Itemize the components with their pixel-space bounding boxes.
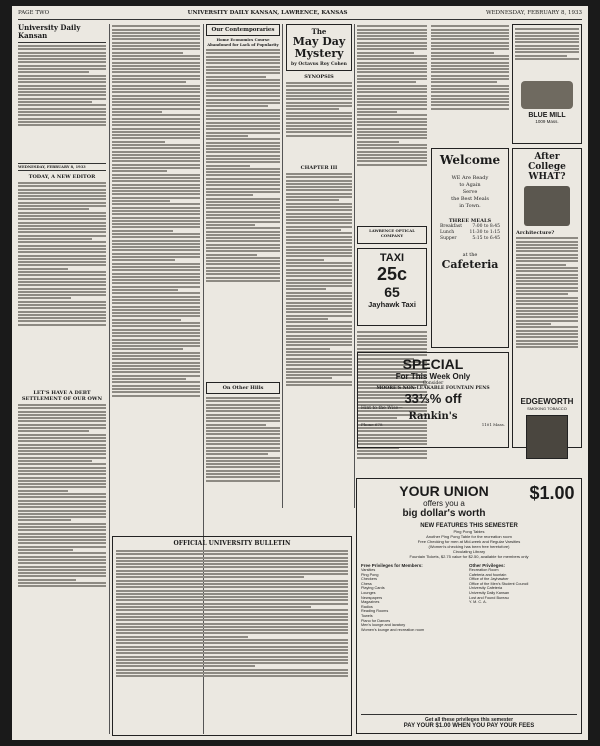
editorial-heading-2: LET'S HAVE A DEBT SETTLEMENT OF OUR OWN [21, 390, 103, 402]
union-other-title: Other Privileges: [469, 563, 506, 568]
union-header [361, 483, 577, 519]
taxi-phone: 65 [384, 284, 400, 300]
special-consider: Consider [422, 381, 444, 386]
union-feature: Fountain Tickets, $2.75 value for $2.50, available for members only [409, 554, 529, 559]
union-free-item: Reading Rooms [361, 609, 389, 614]
serial-title-box [286, 24, 352, 71]
serial-synopsis-text [286, 82, 352, 162]
blue-mill-name: BLUE MILL [528, 112, 566, 120]
union-other-item: University Cafeteria [469, 586, 503, 591]
union-free-item: Lounges [361, 590, 376, 595]
column-rule [354, 24, 355, 508]
serial-title-the: The [311, 27, 327, 36]
union-free-item: Men's lounge and lavatory [361, 623, 406, 628]
union-free-item: Playing Cards [361, 586, 385, 591]
union-free-item: Chess [361, 581, 372, 586]
edgeworth-ad [512, 148, 582, 448]
bulletin-box [112, 536, 352, 736]
union-free-item: Towels [361, 613, 373, 618]
union-free-title: Free Privileges for Members: [361, 563, 423, 568]
union-other-item: Cafeteria and fountain [469, 572, 507, 577]
page-header [18, 10, 582, 20]
union-other-items [469, 568, 577, 605]
union-free-item: Women's lounge and recreation room [361, 627, 425, 632]
union-free-item: Checkers [361, 577, 378, 582]
union-feature: Another Ping Pong Table for the recreation room [426, 534, 512, 539]
union-other-list [469, 563, 577, 632]
union-other-item: Office of the Men's Student Council [469, 581, 529, 586]
taxi-price: 25c [376, 264, 408, 284]
serial-chapter-text [286, 173, 352, 473]
column-rule [109, 24, 110, 734]
serial-continued-text [357, 25, 427, 224]
union-offers: offers you a [423, 499, 465, 508]
special-title: SPECIAL [402, 356, 464, 372]
serial-title-mystery: Mystery [294, 47, 344, 60]
cafeteria-ad [431, 148, 509, 348]
meal-row [436, 236, 504, 242]
lawrence-optical-name: LAWRENCE OPTICAL COMPANY [369, 228, 415, 238]
after-college-text [516, 237, 578, 397]
masthead-title: University Daily Kansan [18, 24, 81, 40]
special-address: 1101 Mass. [481, 422, 505, 427]
edgeworth-tin [526, 415, 568, 459]
serial-title-mayday: May Day [292, 35, 346, 48]
union-new-features: NEW FEATURES THIS SEMESTER [420, 523, 518, 529]
union-other-item: Lost and Found Bureau [469, 595, 509, 600]
cafeteria-line: WE Are Ready [451, 175, 489, 181]
serial-chapter-heading: CHAPTER III [300, 165, 338, 171]
special-discount: 33⅓% off [404, 391, 462, 406]
union-title-block [361, 483, 527, 519]
union-free-item: Magazines [361, 600, 380, 605]
union-feature: Ping Pong Tables [453, 529, 485, 534]
meal-time: 5:15 to 6:45 [472, 236, 500, 241]
cafeteria-at-the: at the [462, 252, 478, 258]
other-hills-box [206, 382, 280, 394]
union-value: big dollar's worth [402, 508, 486, 519]
taxi-ad [357, 248, 427, 326]
masthead-staff [18, 45, 106, 163]
story-text [431, 25, 509, 144]
union-feature: (Women's checking has been free heretofore) [428, 544, 510, 549]
union-other-item: University Daily Kansan [469, 590, 510, 595]
serial-synopsis-heading: SYNOPSIS [304, 74, 334, 80]
editorial-1-text [18, 182, 106, 387]
edgeworth-brand: EDGEWORTH [520, 397, 574, 407]
union-privileges [361, 563, 577, 632]
serial-continued-column [357, 24, 427, 224]
issue-date: WEDNESDAY, FEBRUARY 8, 1933 [485, 10, 582, 16]
contemporaries-subheading: Home Economics Course Abandoned for Lack of Popularity [207, 37, 279, 47]
special-subtitle: For This Week Only [395, 372, 471, 381]
union-ad [356, 478, 582, 734]
paper-title: UNIVERSITY DAILY KANSAN, LAWRENCE, KANSAS [187, 10, 348, 16]
union-free-item: Radios [361, 604, 373, 609]
special-phone: Phone 678 [361, 422, 383, 427]
special-store: Rankin's [408, 411, 458, 422]
cafeteria-line: in Town. [459, 203, 481, 209]
cafeteria-line: to Again [459, 182, 481, 188]
masthead-date: WEDNESDAY, FEBRUARY 8, 1933 [18, 163, 106, 171]
after-college-subtitle: Architecture? [516, 230, 555, 236]
bulletin-text [116, 550, 348, 730]
lawrence-optical-ad [357, 226, 427, 244]
taxi-name: Jayhawk Taxi [368, 300, 416, 309]
union-free-item: Varsities [361, 568, 376, 572]
editorial-column [18, 24, 106, 734]
meal-name: Lunch [440, 230, 455, 235]
union-features [361, 529, 577, 559]
union-footer-2: PAY YOUR $1.00 WHEN YOU PAY YOUR FEES [403, 723, 535, 729]
union-title: YOUR UNION [399, 483, 489, 499]
blue-mill-address: 1009 Mass. [535, 119, 559, 125]
taxi-title: TAXI [379, 252, 405, 264]
meal-name: Supper [440, 236, 457, 241]
union-feature: Free Checking for men at Mid-week and Regular Varsities [417, 539, 521, 544]
blue-mill-illustration [521, 81, 573, 109]
special-contact [361, 422, 505, 427]
meal-time: 7:00 to 8:45 [472, 224, 500, 229]
meal-name: Breakfast [440, 224, 462, 229]
cafeteria-welcome: Welcome [439, 153, 501, 167]
cafeteria-meals-title: THREE MEALS [448, 218, 492, 224]
special-note: Hint to the Wise— [361, 406, 403, 411]
editorial-heading-1: TODAY, A NEW EDITOR [28, 174, 96, 180]
other-hills-heading: On Other Hills [222, 385, 264, 392]
after-college-illustration [524, 186, 570, 226]
after-college-title: After College WHAT? [528, 152, 566, 182]
page-number: PAGE TWO [18, 10, 50, 16]
union-other-item: Y. M. C. A. [469, 600, 487, 605]
blue-mill-text [515, 28, 579, 78]
column-rule [282, 24, 283, 508]
contemporaries-text [206, 49, 280, 379]
union-free-item: Piano for Dances [361, 618, 391, 623]
rankins-special-ad [357, 352, 509, 448]
other-hills-text [206, 397, 280, 517]
union-other-item: Office of the Jayhawker [469, 577, 509, 582]
union-footer [361, 714, 577, 729]
bulletin-title: OFFICIAL UNIVERSITY BULLETIN [173, 540, 291, 547]
newspaper-page [12, 6, 588, 740]
meal-time: 11:30 to 1:15 [469, 230, 500, 235]
special-product: MOORE'S NON-LEAKABLE FOUNTAIN PENS [376, 386, 490, 391]
blue-mill-ad [512, 24, 582, 144]
union-footer-1: Get all these privileges this semester [424, 717, 514, 723]
editorial-2-text [18, 404, 106, 664]
union-feature: Circulating Library [452, 549, 486, 554]
union-free-item: Newspapers [361, 595, 383, 600]
union-free-items [361, 568, 469, 632]
union-free-list [361, 563, 469, 632]
contemporaries-box [206, 24, 280, 36]
edgeworth-subbrand: SMOKING TOBACCO [527, 406, 567, 412]
story-column [431, 24, 509, 144]
union-price: $1.00 [529, 483, 575, 503]
editorial-continued [112, 25, 200, 545]
contemporaries-heading: Our Contemporaries [211, 27, 275, 33]
serial-author: by Octavus Roy Cohen [291, 62, 347, 67]
union-free-item: Ping Pong [361, 572, 379, 577]
cafeteria-name: Cafeteria [441, 258, 499, 271]
union-other-item: Recreation Room [469, 568, 499, 572]
cafeteria-line: the Best Meals [451, 196, 489, 202]
serial-column [286, 24, 352, 510]
cafeteria-line: Serve [462, 189, 478, 195]
